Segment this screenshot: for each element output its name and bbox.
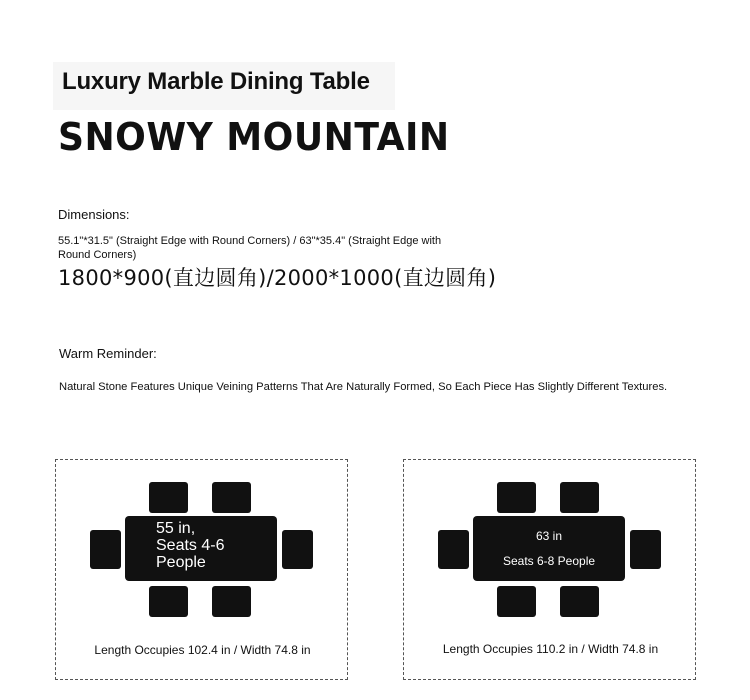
layout-diagram-1: [55, 459, 348, 680]
chair-top-left: [149, 482, 188, 513]
table-people: People: [156, 554, 206, 571]
chair-bottom-right: [560, 586, 599, 617]
chair-top-left: [497, 482, 536, 513]
chair-left: [90, 530, 121, 569]
dining-table: [125, 516, 277, 581]
dining-table: [473, 516, 625, 581]
chair-bottom-left: [149, 586, 188, 617]
table-label: [156, 520, 224, 571]
dimensions-metric: 1800*900(直边圆角)/2000*1000(直边圆角): [58, 266, 497, 290]
table-seats: Seats 4-6: [156, 537, 225, 554]
layout-caption: Length Occupies 102.4 in / Width 74.8 in: [94, 643, 311, 657]
chair-top-right: [212, 482, 251, 513]
reminder-text: Natural Stone Features Unique Veining Patterns That Are Naturally Formed, So Each Piece Has Slightly Different Textures.: [59, 381, 668, 393]
reminder-label: Warm Reminder:: [59, 346, 157, 361]
product-title: Luxury Marble Dining Table: [53, 62, 395, 110]
chair-right: [630, 530, 661, 569]
chair-right: [282, 530, 313, 569]
dimensions-imperial-line1: 55.1"*31.5" (Straight Edge with Round Corners) / 63"*35.4" (Straight Edge with: [58, 235, 442, 247]
chair-bottom-left: [497, 586, 536, 617]
table-seats: Seats 6-8 People: [502, 554, 596, 568]
chair-bottom-right: [212, 586, 251, 617]
dimensions-imperial-line2: Round Corners): [58, 249, 137, 261]
dimensions-label: Dimensions:: [58, 207, 130, 222]
table-size: 63 in: [535, 529, 563, 543]
chair-top-right: [560, 482, 599, 513]
layout-diagram-2: [403, 459, 696, 680]
table-size: 55 in,: [156, 520, 196, 537]
series-name: SNOWY MOUNTAIN: [58, 115, 450, 159]
chair-left: [438, 530, 469, 569]
layout-caption: Length Occupies 110.2 in / Width 74.8 in: [442, 642, 659, 656]
dimensions-imperial: [58, 234, 518, 262]
